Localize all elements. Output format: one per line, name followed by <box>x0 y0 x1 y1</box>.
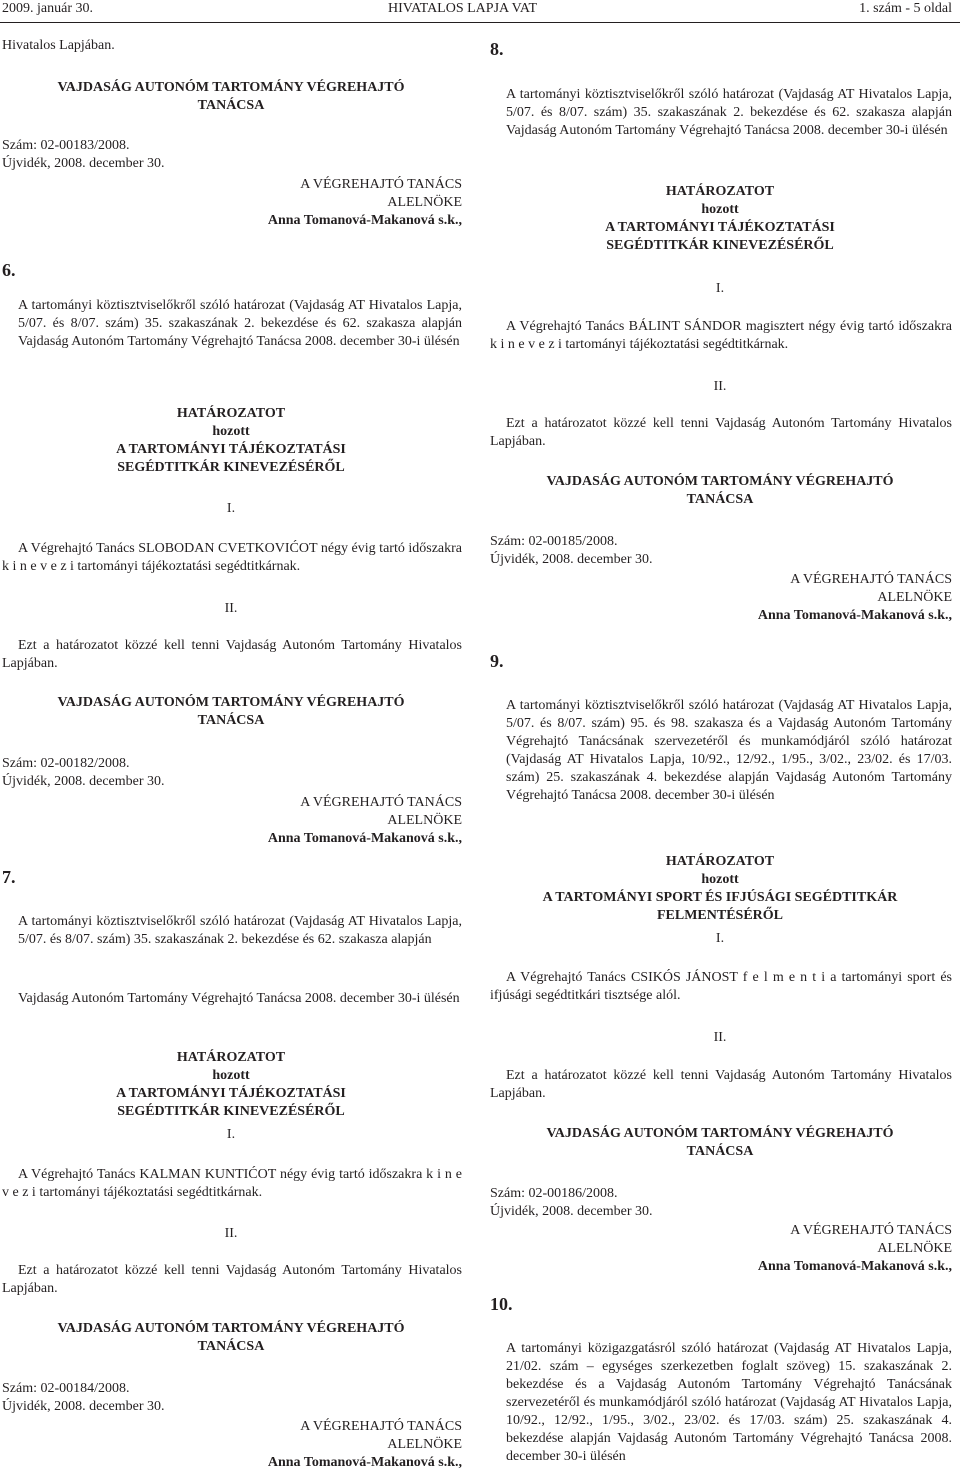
council-line-2: TANÁCSA <box>197 713 265 728</box>
section-number-9: 9. <box>490 651 504 671</box>
paragraph-7-intro-a: A tartományi köztisztviselőkről szóló határozat (Vajdaság AT Hivatalos Lapja, 5/07. és 8/07. szám) 35. szakaszának 2. bekezdése és 62. szakasza alapján <box>18 914 462 947</box>
decision-subject-a: A TARTOMÁNYI TÁJÉKOZTATÁSI <box>116 442 346 457</box>
decision-label: HATÁROZATOT <box>665 184 775 199</box>
signer-name: Anna Tomanová-Makanová s.k., <box>757 1259 952 1274</box>
decision-label: HATÁROZATOT <box>665 854 775 869</box>
paragraph-8-body: A Végrehajtó Tanács BÁLINT SÁNDOR magisztert négy évig tartó időszakra k i n e v e z i tartományi tájékoztatási segédtitkárnak. <box>490 319 952 352</box>
section-number-8: 8. <box>490 39 504 59</box>
doc-number: Szám: 02-00183/2008. <box>2 138 130 153</box>
signer-name: Anna Tomanová-Makanová s.k., <box>757 608 952 623</box>
council-title <box>488 473 952 509</box>
council-line-1: VAJDASÁG AUTONÓM TARTOMÁNY VÉGREHAJTÓ <box>57 1321 405 1336</box>
council-line-1: VAJDASÁG AUTONÓM TARTOMÁNY VÉGREHAJTÓ <box>546 474 894 489</box>
header-issue: 1. szám - 5 oldal <box>859 1 952 16</box>
place-date: Újvidék, 2008. december 30. <box>2 156 165 171</box>
decision-label: HATÁROZATOT <box>176 406 286 421</box>
decision-subject-a: A TARTOMÁNYI TÁJÉKOZTATÁSI <box>605 220 835 235</box>
doc-number: Szám: 02-00186/2008. <box>490 1186 618 1201</box>
council-title <box>0 694 462 730</box>
place-date: Újvidék, 2008. december 30. <box>2 1399 165 1414</box>
council-title <box>0 1320 462 1356</box>
place-date: Újvidék, 2008. december 30. <box>490 1204 653 1219</box>
section-number-7: 7. <box>2 867 16 887</box>
signature-block <box>180 794 462 848</box>
hozott-label: hozott <box>701 202 739 217</box>
publish-clause: Ezt a határozatot közzé kell tenni Vajdaság Autonóm Tartomány Hivatalos Lapjában. <box>490 1068 952 1101</box>
hozott-label: hozott <box>212 424 250 439</box>
doc-number: Szám: 02-00184/2008. <box>2 1381 130 1396</box>
doc-number: Szám: 02-00182/2008. <box>2 756 130 771</box>
signer-line-2: ALELNÖKE <box>387 195 462 210</box>
decision-subject-a: A TARTOMÁNYI TÁJÉKOZTATÁSI <box>116 1086 346 1101</box>
decision-subject-b: FELMENTÉSÉRŐL <box>656 908 784 923</box>
roman-1: I. <box>226 501 236 516</box>
signer-name: Anna Tomanová-Makanová s.k., <box>267 213 462 228</box>
council-line-1: VAJDASÁG AUTONÓM TARTOMÁNY VÉGREHAJTÓ <box>546 1126 894 1141</box>
council-line-2: TANÁCSA <box>197 98 265 113</box>
publish-clause: Ezt a határozatot közzé kell tenni Vajdaság Autonóm Tartomány Hivatalos Lapjában. <box>2 1263 462 1296</box>
section-number-6: 6. <box>2 260 16 280</box>
council-title <box>0 79 462 115</box>
signer-name: Anna Tomanová-Makanová s.k., <box>267 1455 462 1470</box>
header-title: HIVATALOS LAPJA VAT <box>388 1 538 16</box>
signature-block <box>180 1418 462 1472</box>
header-rule <box>0 22 960 23</box>
roman-1: I. <box>715 281 725 296</box>
signature-block <box>670 1222 952 1276</box>
signature-block <box>670 571 952 625</box>
paragraph-6-body: A Végrehajtó Tanács SLOBODAN CVETKOVIĆOT négy évig tartó időszakra k i n e v e z i tartományi tájékoztatási segédtitkárnak. <box>2 541 462 574</box>
text-pub: Hivatalos Lapjában. <box>2 38 115 53</box>
place-date: Újvidék, 2008. december 30. <box>2 774 165 789</box>
council-line-1: VAJDASÁG AUTONÓM TARTOMÁNY VÉGREHAJTÓ <box>57 695 405 710</box>
signer-name: Anna Tomanová-Makanová s.k., <box>267 831 462 846</box>
header-date: 2009. január 30. <box>2 1 93 16</box>
decision-label: HATÁROZATOT <box>176 1050 286 1065</box>
decision-title-8 <box>488 183 952 255</box>
paragraph-8-intro: A tartományi köztisztviselőkről szóló határozat (Vajdaság AT Hivatalos Lapja, 5/07. és 8/07. szám) 35. szakaszának 2. bekezdése és 62. szakasza alapján Vajdaság Autonóm Tartomány Végrehajtó Tanácsa 2008. december 30-i ülésén <box>506 87 952 138</box>
roman-2: II. <box>713 379 727 394</box>
signer-line-2: ALELNÖKE <box>877 1241 952 1256</box>
paragraph-7-intro-b: Vajdaság Autonóm Tartomány Végrehajtó Tanácsa 2008. december 30-i ülésén <box>18 991 460 1006</box>
publish-clause: Ezt a határozatot közzé kell tenni Vajdaság Autonóm Tartomány Hivatalos Lapjában. <box>490 416 952 449</box>
doc-number: Szám: 02-00185/2008. <box>490 534 618 549</box>
signer-line-2: ALELNÖKE <box>387 813 462 828</box>
signer-line-1: A VÉGREHAJTÓ TANÁCS <box>790 1223 952 1238</box>
signer-line-1: A VÉGREHAJTÓ TANÁCS <box>790 572 952 587</box>
signer-line-2: ALELNÖKE <box>877 590 952 605</box>
council-line-2: TANÁCSA <box>686 492 754 507</box>
decision-subject-b: SEGÉDTITKÁR KINEVEZÉSÉRŐL <box>117 1104 345 1119</box>
decision-title-7 <box>0 1049 462 1121</box>
roman-1: I. <box>715 931 725 946</box>
paragraph-9-body: A Végrehajtó Tanács CSIKÓS JÁNOST f e l m e n t i a tartományi sport és ifjúsági segédtitkári tisztsége alól. <box>490 970 952 1003</box>
hozott-label: hozott <box>212 1068 250 1083</box>
decision-subject-a: A TARTOMÁNYI SPORT ÉS IFJÚSÁGI SEGÉDTITKÁR <box>542 890 898 905</box>
roman-2: II. <box>224 601 238 616</box>
council-line-2: TANÁCSA <box>197 1339 265 1354</box>
paragraph-9-intro: A tartományi köztisztviselőkről szóló határozat (Vajdaság AT Hivatalos Lapja, 5/07. és 8/07. szám) 95. és 98. szakasza és a Vajdaság Autonóm Tartomány Végrehajtó Tanácsának szervezetéről és munkamódjáról szóló határozat (Vajdaság AT Hivatalos Lapja, 10/92., 12/92., 1/95., 3/02., 23/02. és 17/03. szám) 25. szakaszának 4. bekezdése alapján Vajdaság Autonóm Tartomány Végrehajtó Tanácsa 2008. december 30-i ülésén <box>506 698 952 803</box>
section-number-10: 10. <box>490 1294 513 1314</box>
signature-block <box>180 176 462 230</box>
signer-line-1: A VÉGREHAJTÓ TANÁCS <box>300 1419 462 1434</box>
paragraph-6-intro-text: A tartományi köztisztviselőkről szóló határozat (Vajdaság AT Hivatalos Lapja, 5/07. és 8/07. szám) 35. szakaszának 2. bekezdése és 62. szakasza alapján Vajdaság Autonóm Tartomány Végrehajtó Tanácsa 2008. december 30-i ülésén <box>18 298 462 349</box>
page-header <box>0 0 960 22</box>
paragraph-7-body: A Végrehajtó Tanács KALMAN KUNTIĆOT négy évig tartó időszakra k i n e v e z i tartományi tájékoztatási segédtitkárnak. <box>2 1167 462 1200</box>
council-line-1: VAJDASÁG AUTONÓM TARTOMÁNY VÉGREHAJTÓ <box>57 80 405 95</box>
signer-line-1: A VÉGREHAJTÓ TANÁCS <box>300 177 462 192</box>
decision-subject-b: SEGÉDTITKÁR KINEVEZÉSÉRŐL <box>606 238 834 253</box>
publish-clause: Ezt a határozatot közzé kell tenni Vajdaság Autonóm Tartomány Hivatalos Lapjában. <box>2 638 462 671</box>
signer-line-2: ALELNÖKE <box>387 1437 462 1452</box>
roman-1: I. <box>226 1127 236 1142</box>
paragraph-6-intro <box>18 297 462 351</box>
council-line-2: TANÁCSA <box>686 1144 754 1159</box>
hozott-label: hozott <box>701 872 739 887</box>
roman-2: II. <box>224 1226 238 1241</box>
council-title <box>488 1125 952 1161</box>
paragraph-10-intro: A tartományi közigazgatásról szóló határozat (Vajdaság AT Hivatalos Lapja, 21/02. szám – egységes szerkezetben foglalt szöveg) 15. szakaszának 2. bekezdése és a Vajdaság Autonóm Tartomány Végrehajtó Tanácsának szervezetéről és munkamódjáról szóló határozat (Vajdaság AT Hivatalos Lapja, 10/92., 12/92., 1/95., 3/02., 23/02. és 17/03. szám) 25. szakaszának 4. bekezdése alapján Vajdaság Autonóm Tartomány Végrehajtó Tanácsa 2008. december 30-i ülésén <box>506 1341 952 1464</box>
roman-2: II. <box>713 1030 727 1045</box>
decision-subject-b: SEGÉDTITKÁR KINEVEZÉSÉRŐL <box>117 460 345 475</box>
decision-title-9 <box>488 853 952 925</box>
place-date: Újvidék, 2008. december 30. <box>490 552 653 567</box>
signer-line-1: A VÉGREHAJTÓ TANÁCS <box>300 795 462 810</box>
decision-title-6 <box>0 405 462 477</box>
